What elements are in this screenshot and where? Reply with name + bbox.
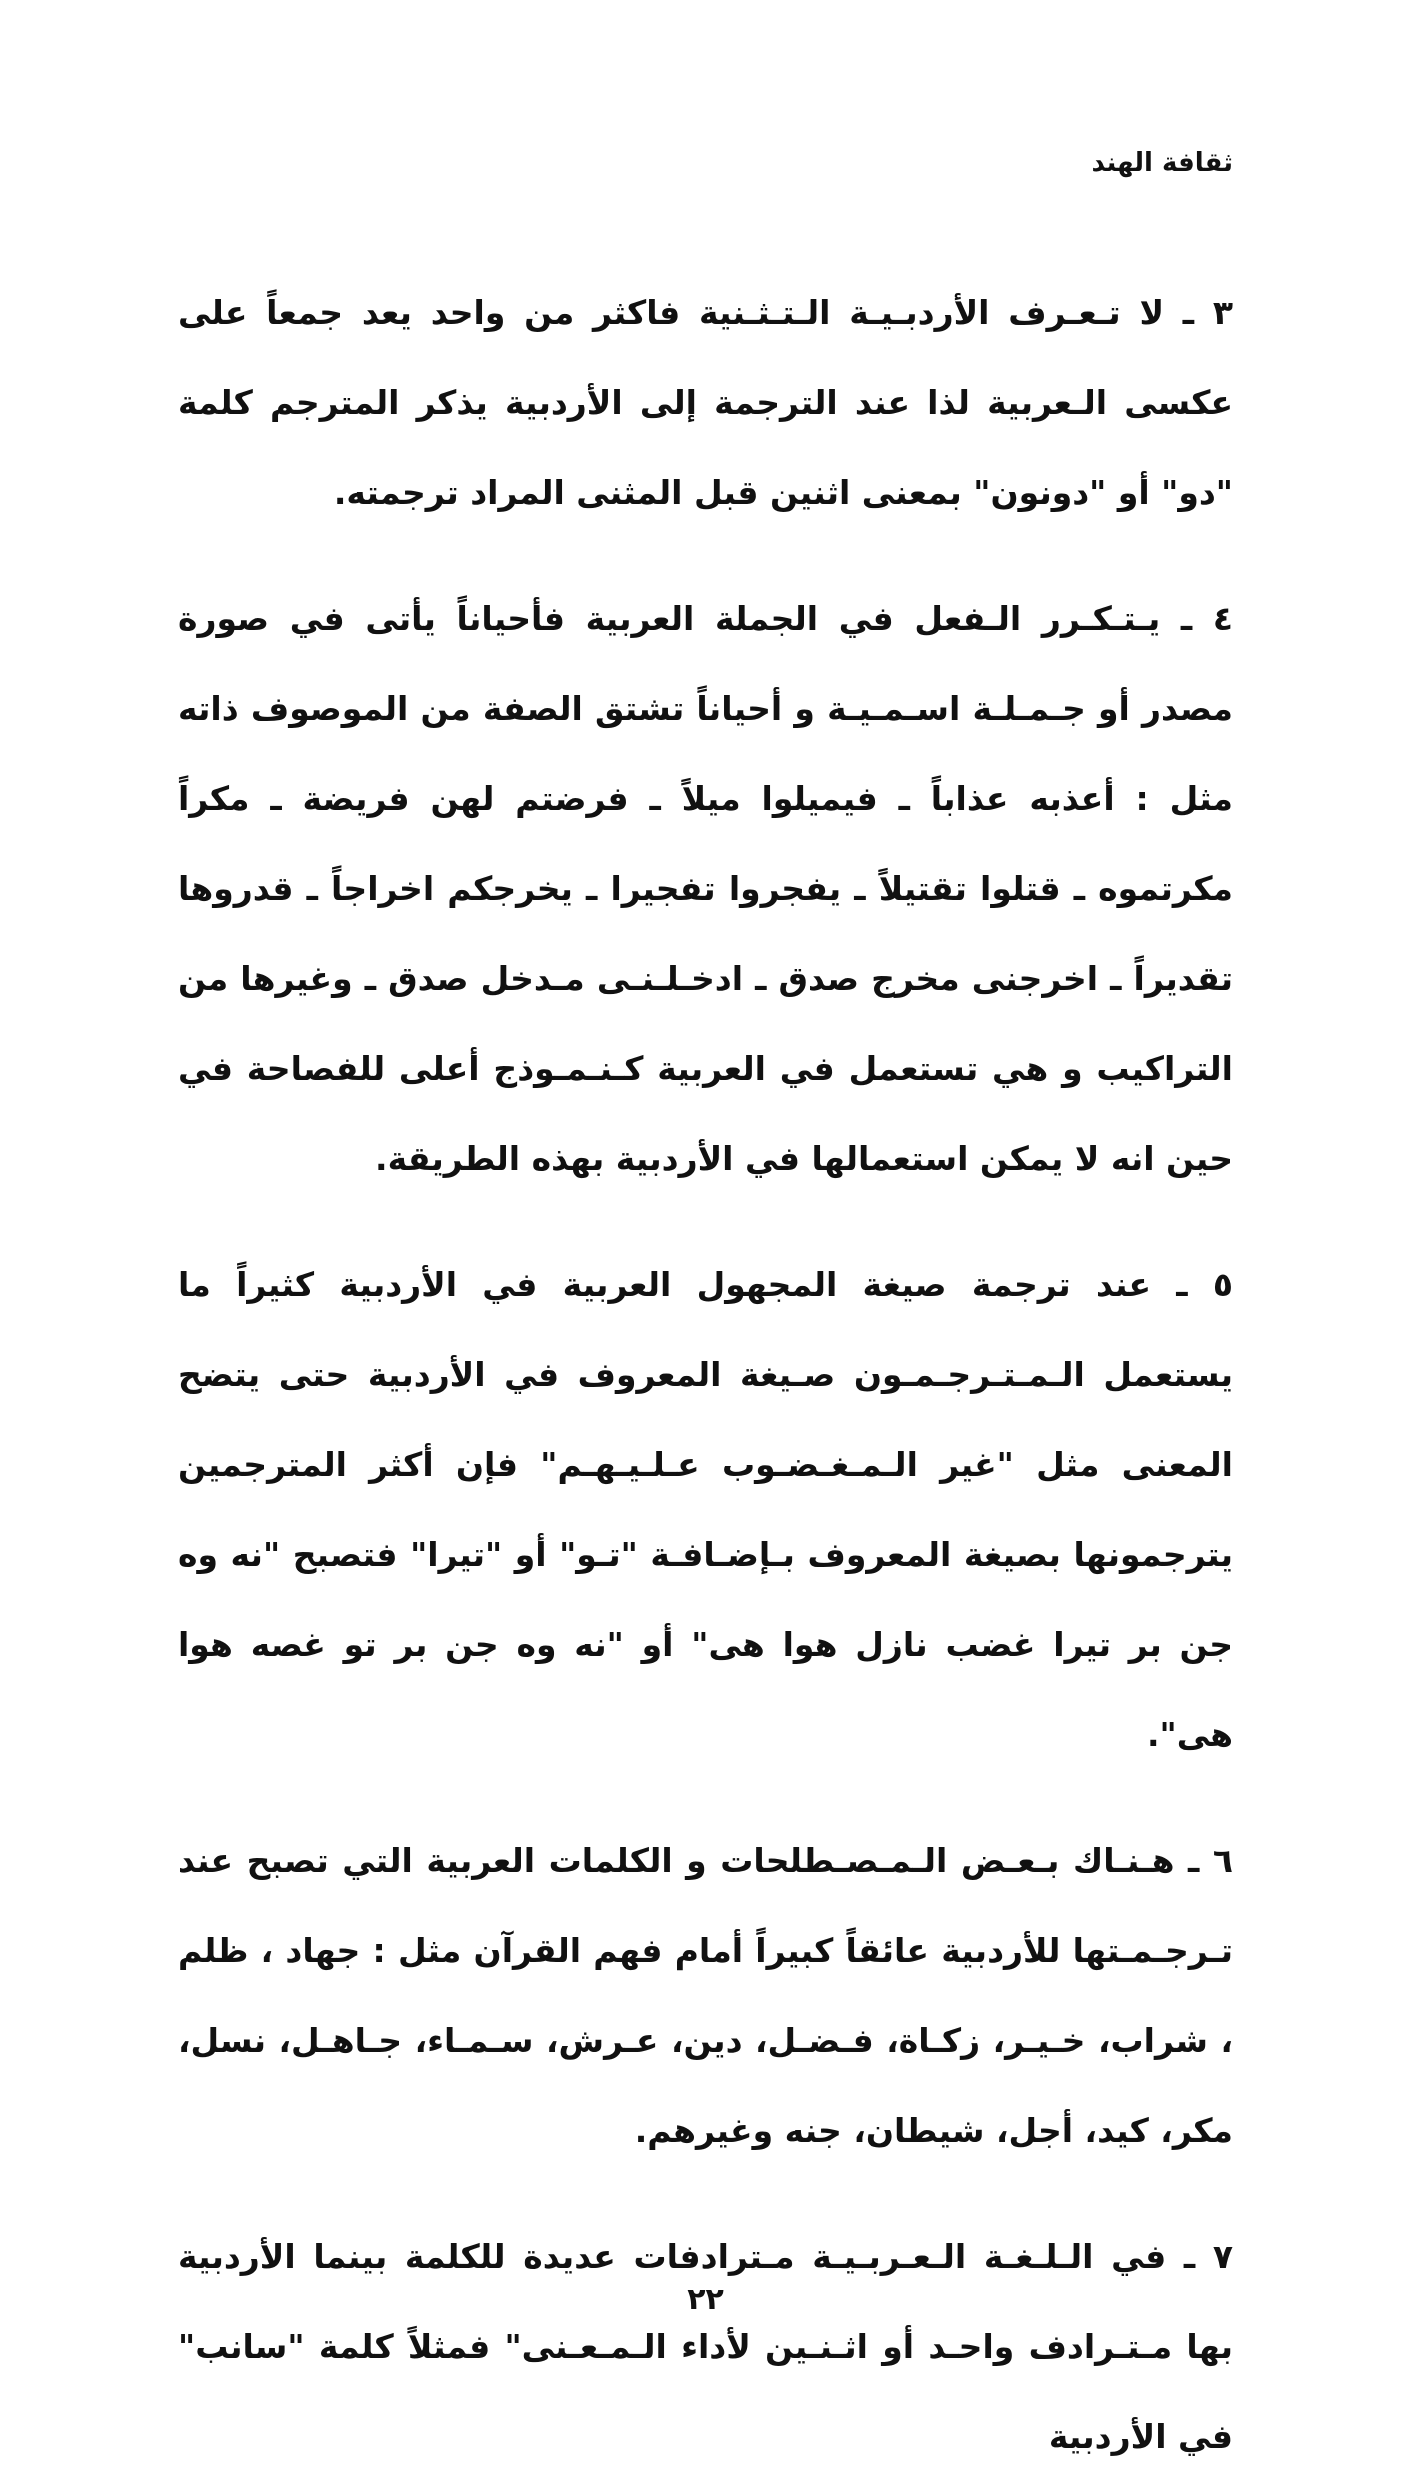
paragraph-6: ٦ ـ هـنـاك بـعـض الـمـصـطلحات و الكلمات العربية التي تصبح عند تـرجـمـتها للأردبية عائقاً كبيراً أمام فهم القرآن مثل : جهاد ، ظلم ، شراب، خـيـر، زكـاة، فـضـل، دين، عـرش، سـمـاء، جـاهـل، نسل، مكر، كيد، أجل، شيطان، جنه وغيرهم. — [178, 1841, 1233, 2150]
body-text — [178, 268, 1233, 2482]
paragraph-3: ٣ ـ لا تـعـرف الأردبـيـة الـتـثـنية فاكثر من واحد يعد جمعاً على عكسى الـعربية لذا عند الترجمة إلى الأردبية يذكر المترجم كلمة "دو" أو "دونون" بمعنى اثنين قبل المثنى المراد ترجمته. — [178, 293, 1233, 512]
paragraph-7: ٧ ـ في الـلـغـة الـعـربـيـة مـترادفات عديدة للكلمة بينما الأردبية بها مـتـرادف واحـد أو اثـنـين لأداء الـمـعـنى" فمثلاً كلمة "سانب" في الأردبية — [178, 2237, 1233, 2456]
paragraph-4: ٤ ـ يـتـكـرر الـفعل في الجملة العربية فأحياناً يأتى في صورة مصدر أو جـمـلـة اسـمـيـة و أحياناً تشتق الصفة من الموصوف ذاته مثل : أعذبه عذاباً ـ فيميلوا ميلاً ـ فرضتم لهن فريضة ـ مكراً مكرتموه ـ قتلوا تقتيلاً ـ يفجروا تفجيرا ـ يخرجكم اخراجاً ـ قدروها تقديراً ـ اخرجنى مخرج صدق ـ ادخـلـنـى مـدخل صدق ـ وغيرها من التراكيب و هي تستعمل في العربية كـنـمـوذج أعلى للفصاحة في حين انه لا يمكن استعمالها في الأردبية بهذه الطريقة. — [178, 599, 1233, 1178]
paragraph-5: ٥ ـ عند ترجمة صيغة المجهول العربية في الأردبية كثيراً ما يستعمل الـمـتـرجـمـون صـيغة المعروف في الأردبية حتى يتضح المعنى مثل "غير الـمـغـضـوب عـلـيـهـم" فإن أكثر المترجمين يترجمونها بصيغة المعروف بـإضـافـة "تـو" أو "تيرا" فتصبح "نه وه جن بر تيرا غضب نازل هوا هى" أو "نه وه جن بر تو غصه هوا هى". — [178, 1265, 1233, 1754]
page-number: ٢٢ — [687, 2282, 724, 2317]
running-header: ثقافة الهند — [1091, 148, 1233, 178]
